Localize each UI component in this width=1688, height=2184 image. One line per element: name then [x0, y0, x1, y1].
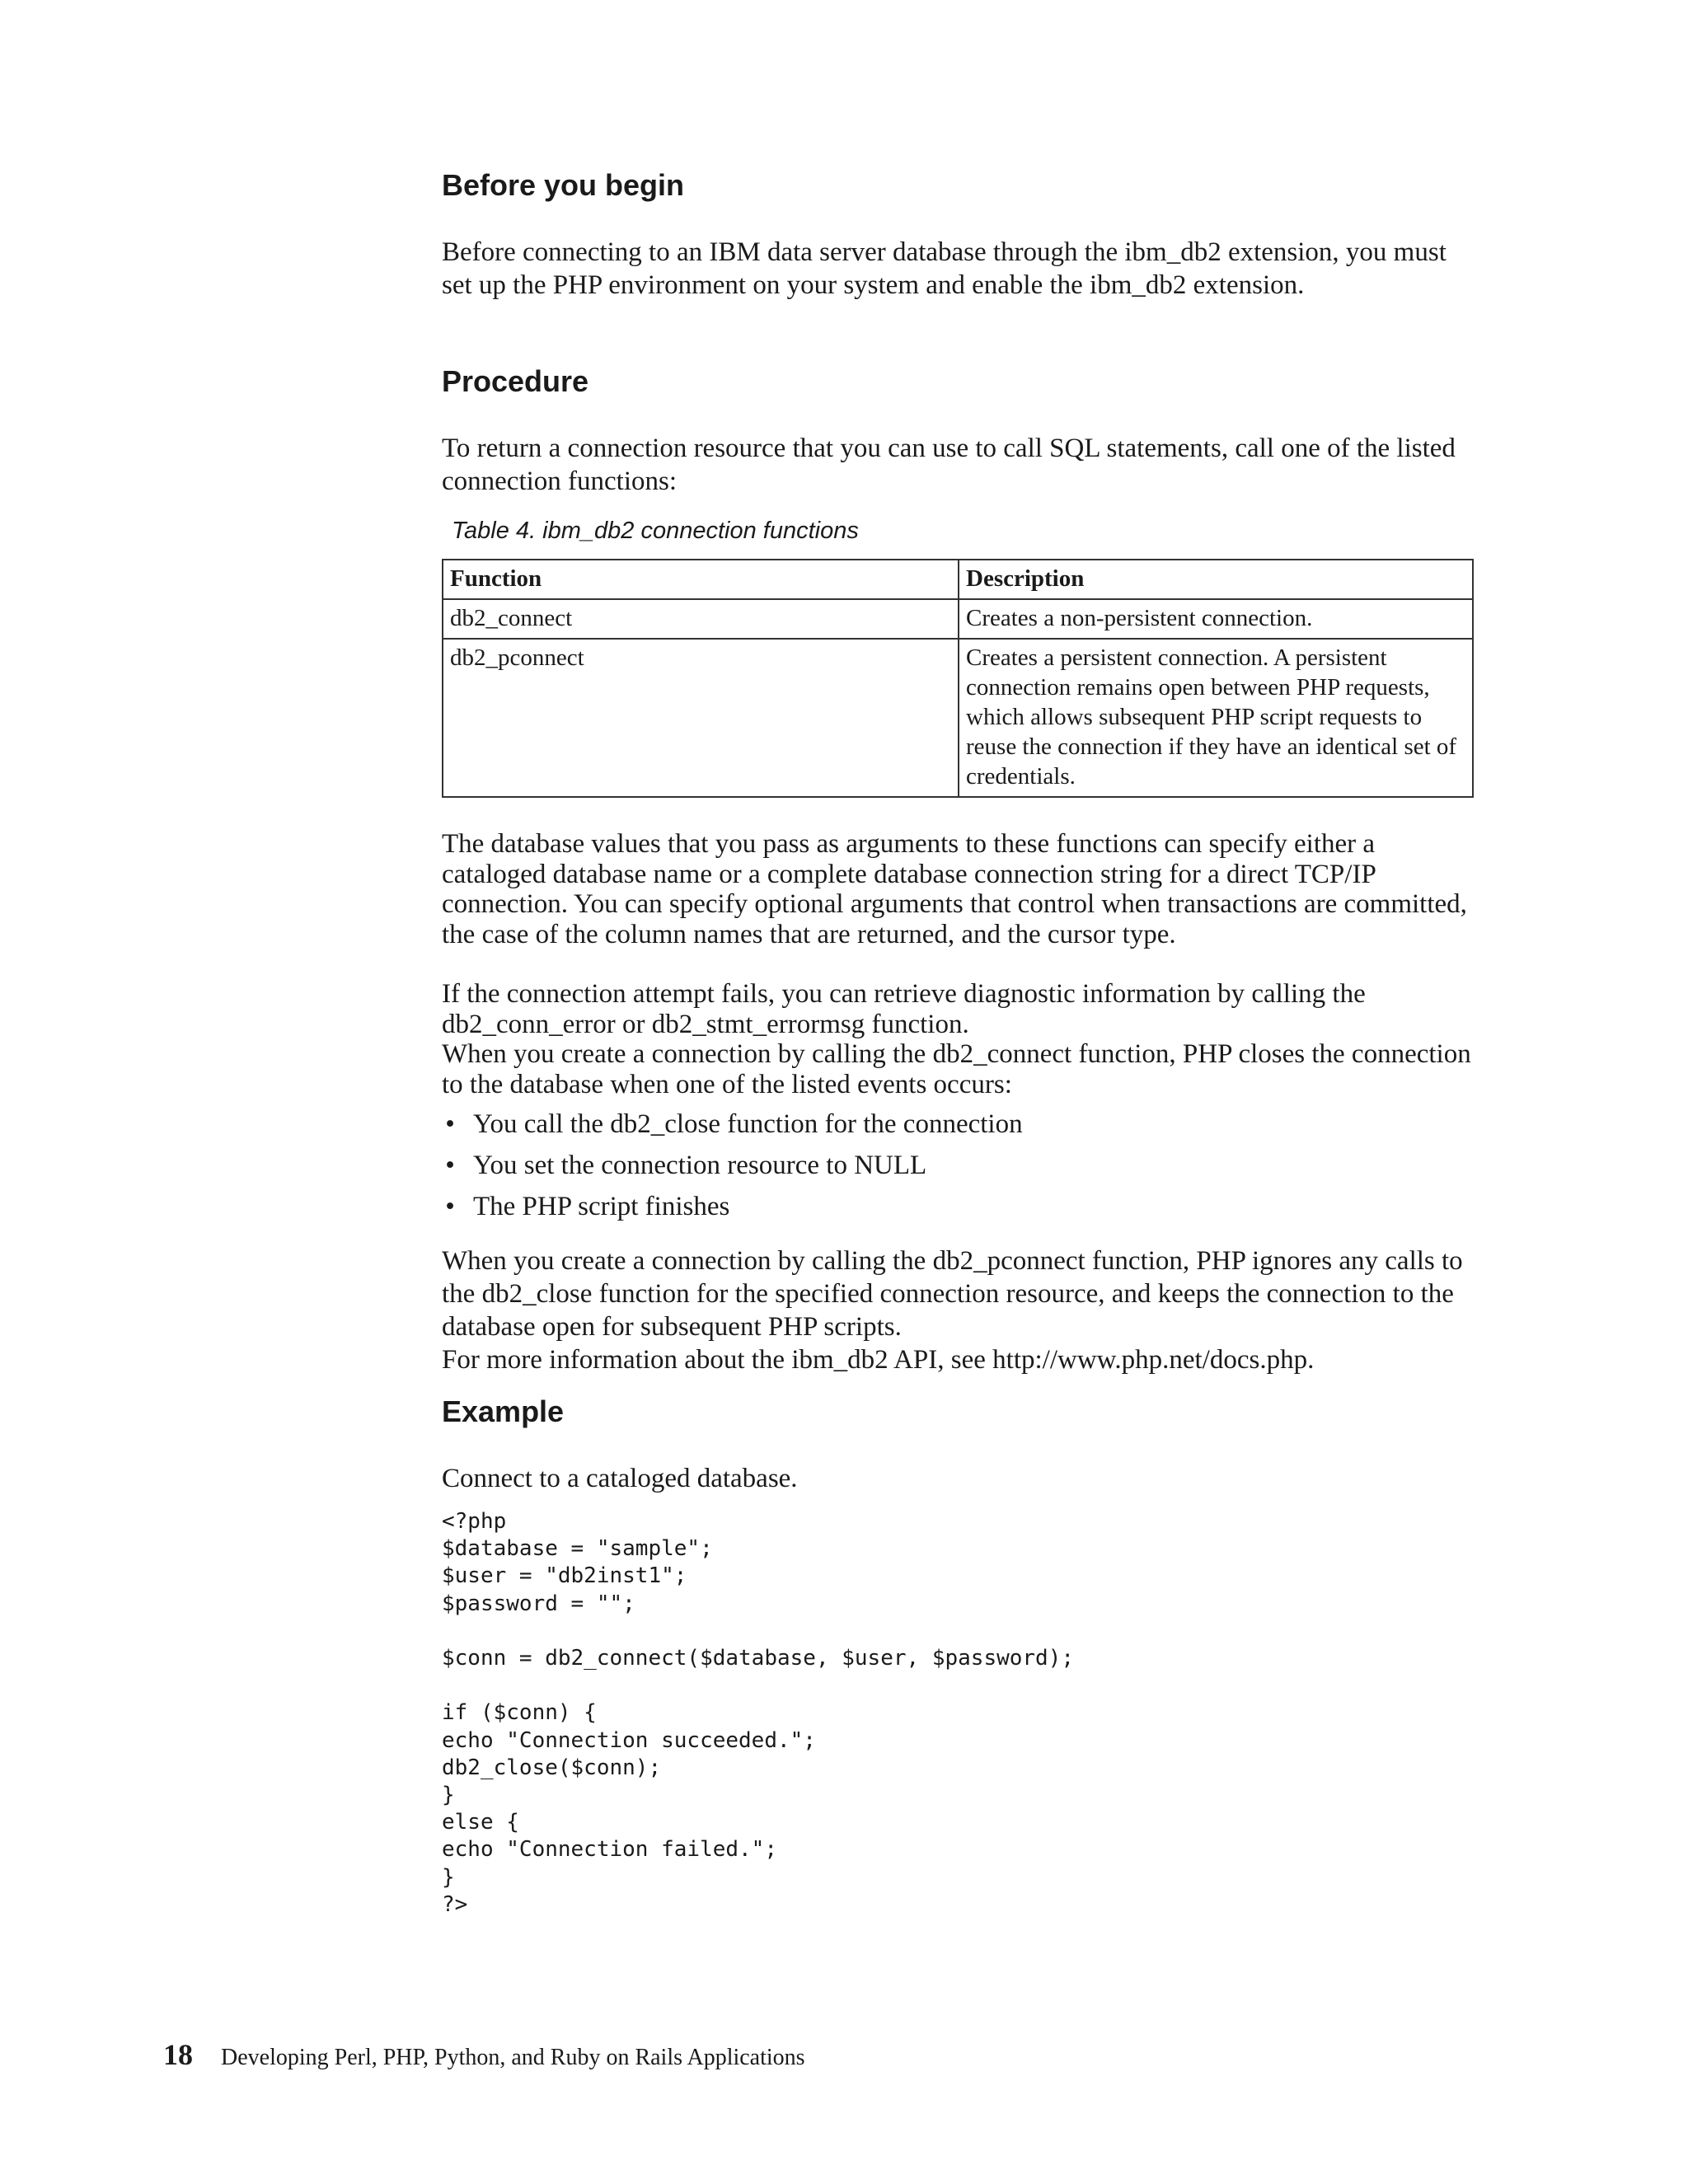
database-values-paragraph: The database values that you pass as arguments to these functions can specify either a cataloged database name or a complete database connection string for a direct TCP/IP connection. You can specify optional arguments that control when transactions are committed, the case of the column names that are returned, and the cursor type.	[442, 829, 1467, 949]
db2-pconnect-paragraph: When you create a connection by calling the db2_pconnect function, PHP ignores any calls to the db2_close function for the specified connection resource, and keeps the connection to the database open for subsequent PHP scripts.	[442, 1246, 1463, 1342]
list-item: • The PHP script finishes	[442, 1190, 1023, 1223]
close-events-list	[442, 1108, 1023, 1231]
table-cell-description: Creates a persistent connection. A persistent connection remains open between PHP requests, which allows subsequent PHP script requests to reuse the connection if they have an identical set of credentials.	[959, 639, 1473, 797]
code-sample: <?php $database = "sample"; $user = "db2inst1"; $password = ""; $conn = db2_connect($database, $user, $password); if ($conn) { echo "Connection succeeded."; db2_close($conn); } else { echo "Connection failed."; } ?>	[442, 1509, 1075, 1917]
list-item: • You call the db2_close function for the connection	[442, 1108, 1023, 1141]
more-information-paragraph: For more information about the ibm_db2 API, see http://www.php.net/docs.php.	[442, 1345, 1315, 1375]
before-you-begin-text: Before connecting to an IBM data server database through the ibm_db2 extension, you must set up the PHP environment on your system and enable the ibm_db2 extension.	[442, 237, 1447, 300]
example-heading: Example	[442, 1394, 565, 1428]
column-header-description: Description	[959, 560, 1473, 599]
bullet-icon: •	[445, 1192, 455, 1221]
procedure-heading: Procedure	[442, 364, 589, 398]
page-number: 18	[163, 2038, 193, 2071]
example-intro: Connect to a cataloged database.	[442, 1464, 798, 1493]
table-row	[443, 599, 1473, 639]
book-title: Developing Perl, PHP, Python, and Ruby on Rails Applications	[221, 2045, 805, 2070]
before-you-begin-heading: Before you begin	[442, 168, 685, 202]
table-caption: Table 4. ibm_db2 connection functions	[452, 518, 859, 544]
procedure-intro: To return a connection resource that you can use to call SQL statements, call one of the listed connection functions:	[442, 434, 1456, 496]
table-cell-function: db2_connect	[443, 599, 959, 639]
bullet-icon: •	[445, 1109, 455, 1139]
table-header-row	[443, 560, 1473, 599]
list-item: • You set the connection resource to NULL	[442, 1149, 1023, 1182]
bullet-icon: •	[445, 1151, 455, 1180]
db2-connect-close-paragraph: When you create a connection by calling the db2_connect function, PHP closes the connection to the database when one of the listed events occurs:	[442, 1039, 1471, 1099]
connection-functions-table	[442, 559, 1474, 798]
page-footer	[163, 2037, 805, 2072]
column-header-function: Function	[443, 560, 959, 599]
table-cell-description: Creates a non-persistent connection.	[959, 599, 1473, 639]
table-row	[443, 639, 1473, 797]
connection-failure-paragraph: If the connection attempt fails, you can retrieve diagnostic information by calling the db2_conn_error or db2_stmt_errormsg function.	[442, 979, 1366, 1039]
table-cell-function: db2_pconnect	[443, 639, 959, 797]
